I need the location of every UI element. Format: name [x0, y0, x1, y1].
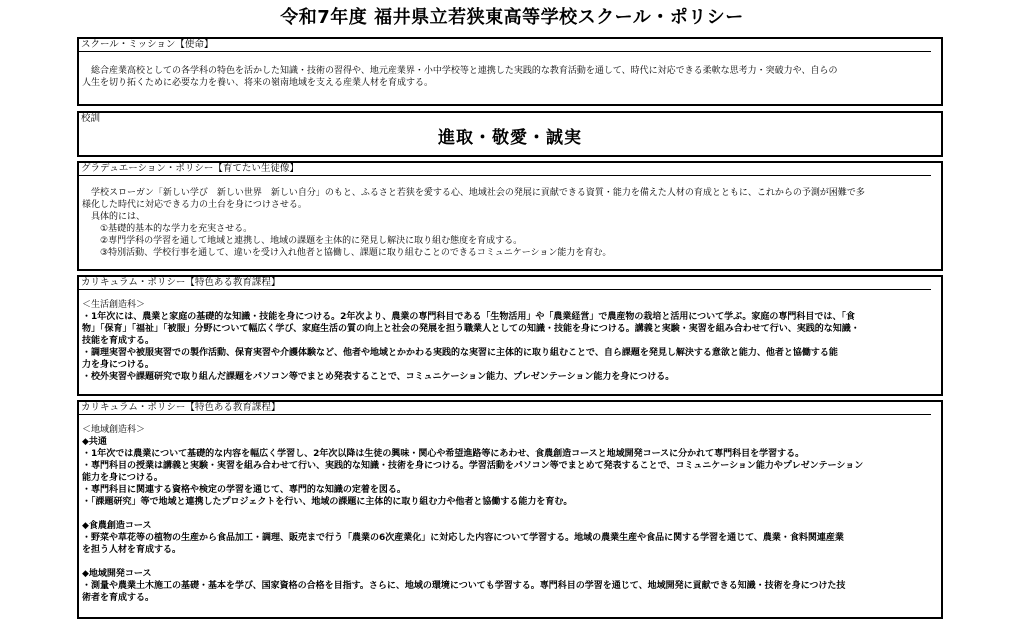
curriculum-life-line: ・1年次には、農業と家庭の基礎的な知識・技能を身につける。2年次より、農業の専門科目である「生物活用」や「農業経営」で農産物の栽培と活用について学ぶ。家庭の専門科目では、「食 [82, 312, 855, 322]
curriculum-region-line: ・「課題研究」等で地域と連携したプロジェクトを行い、地域の課題に主体的に取り組む力や他者と協働する能力を育む。 [82, 497, 573, 507]
graduation-line: 様化した時代に対応できる力の土台を身につけさせる。 [82, 200, 307, 210]
curriculum-region-line: を担う人材を育成する。 [82, 545, 182, 555]
curriculum-life-heading: カリキュラム・ポリシー【特色ある教育課程】 [79, 277, 931, 290]
curriculum-region-line: ・野菜や草花等の植物の生産から食品加工・調理、販売まで行う「農業の6次産業化」に対応した内容について学習する。地域の農業生産や食品に関する学習を通じて、農業・食料関連産業 [82, 533, 844, 543]
curriculum-region-text [79, 424, 941, 604]
curriculum-life-line: 力を身につける。 [82, 360, 154, 370]
curriculum-region-line: ・測量や農業土木施工の基礎・基本を学び、国家資格の合格を目指す。さらに、地域の環境についても学習する。専門科目の学習を通じて、地域開発に貢献できる知識・技術を身につけた技 [82, 581, 846, 591]
mission-line: 人生を切り拓くために必要な力を養い、将来の嶺南地域を支える産業人材を育成する。 [82, 78, 434, 88]
mission-heading: スクール・ミッション【使命】 [79, 39, 931, 52]
curriculum-life-line: 物」「保育」「福祉」「被服」分野について幅広く学び、家庭生活の質の向上と社会の発展を担う職業人としての知識・技能を身につける。講義と実験・実習を組み合わせて行い、実践的な知識・ [82, 324, 860, 334]
graduation-policy-box [77, 161, 943, 271]
curriculum-region-line: 能力を身につける。 [82, 473, 163, 483]
mission-box [77, 37, 943, 106]
curriculum-region-line: ◆地域開発コース [82, 569, 152, 579]
curriculum-region-line: ＜地域創造科＞ [82, 425, 146, 435]
graduation-line: 学校スローガン「新しい学び 新しい世界 新しい自分」のもと、ふるさと若狭を愛する心、地域社会の発展に貢献できる資質・能力を備えた人材の育成とともに、これからの予測が困難で多 [82, 188, 865, 198]
graduation-line: 具体的には、 [82, 212, 146, 222]
curriculum-region-line: ◆共通 [82, 437, 107, 447]
graduation-line: ②専門学科の学習を通して地域と連携し、地域の課題を主体的に発見し解決に取り組む態度を育成する。 [82, 236, 523, 246]
graduation-line: ①基礎的基本的な学力を充実させる。 [82, 224, 253, 234]
curriculum-life-line: ＜生活創造科＞ [82, 300, 146, 310]
curriculum-life-line: ・校外実習や課題研究で取り組んだ課題をパソコン等でまとめ発表することで、コミュニケーション能力、プレゼンテーション能力を身につける。 [82, 372, 675, 382]
curriculum-region-box [77, 400, 943, 619]
curriculum-life-box [77, 275, 943, 396]
school-motto: 進取・敬愛・誠実 [438, 128, 582, 148]
graduation-policy-text [79, 187, 941, 259]
graduation-policy-heading: グラデュエーション・ポリシー【育てたい生徒像】 [79, 163, 931, 176]
curriculum-region-line [82, 556, 935, 568]
curriculum-region-line: ・専門科目に関連する資格や検定の学習を通じて、専門的な知識の定着を図る。 [82, 485, 406, 495]
mission-line: 総合産業高校としての各学科の特色を活かした知識・技術の習得や、地元産業界・小中学校等と連携した実践的な教育活動を通して、時代に対応できる柔軟な思考力・突破力や、自らの [82, 66, 838, 76]
page-title: 令和7年度 福井県立若狭東高等学校スクール・ポリシー [280, 7, 744, 28]
curriculum-life-line: 技能を育成する。 [82, 336, 155, 346]
curriculum-life-line: ・調理実習や被服実習での製作活動、保育実習や介護体験など、他者や地域とかかわる実践的な実習に主体的に取り組むことで、自ら課題を発見し解決する意欲と能力、他者と協働する能 [82, 348, 838, 358]
motto-box [77, 111, 943, 157]
curriculum-region-line: ・専門科目の授業は講義と実験・実習を組み合わせて行い、実践的な知識・技術を身につける。学習活動をパソコン等でまとめて発表することで、コミュニケーション能力やプレゼンテーション [82, 461, 864, 471]
curriculum-region-heading: カリキュラム・ポリシー【特色ある教育課程】 [79, 402, 931, 415]
curriculum-region-line: 術者を育成する。 [82, 593, 155, 603]
graduation-line: ③特別活動、学校行事を通して、違いを受け入れ他者と協働し、課題に取り組むことのできるコミュニケーション能力を育む。 [82, 248, 612, 258]
curriculum-region-line [82, 508, 935, 520]
motto-heading: 校訓 [81, 113, 101, 124]
curriculum-life-text [79, 299, 941, 383]
mission-text [79, 65, 941, 89]
curriculum-region-line: ・1年次では農業について基礎的な内容を幅広く学習し、2年次以降は生徒の興味・関心や希望進路等にあわせ、食農創造コースと地域開発コースに分かれて専門科目を学習する。 [82, 449, 805, 459]
curriculum-region-line: ◆食農創造コース [82, 521, 152, 531]
